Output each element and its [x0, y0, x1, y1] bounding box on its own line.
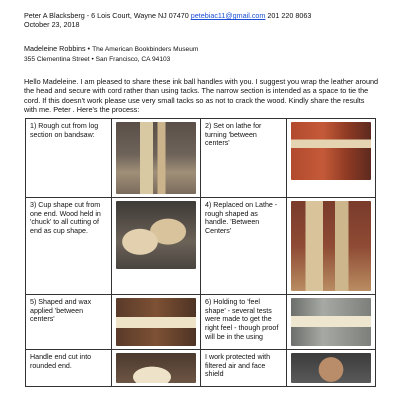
recipient-address: 355 Clementina Street • San Francisco, CA 94103	[24, 56, 171, 63]
step-8-text: I work protected with filtered air and face shield	[201, 350, 287, 387]
sender-line	[24, 11, 394, 20]
rough-handle-photo	[291, 201, 371, 291]
cup-shape-photo	[116, 201, 196, 269]
letter-date: October 23, 2018	[24, 20, 80, 29]
step-2-text: 2) Set on lathe for turning 'between centers'	[201, 119, 287, 198]
recipient-block	[24, 44, 394, 65]
sender-email-link[interactable]: petebiac11@gmail.com	[190, 11, 266, 20]
face-shield-photo	[291, 353, 371, 383]
recipient-name: Madeleine Robbins	[24, 44, 86, 53]
holding-handle-photo	[291, 298, 371, 346]
rounded-end-photo	[116, 353, 196, 383]
intro-paragraph: Hello Madeleine. I am pleased to share these ink ball handles with you. I suggest you wrap the leather around the head and secure with cord rather than using tacks. The narrow section is intended as a space to tie the cord. If this doesn't work please use very small tacks so as not to crack the wood. Kindly share the results with me. Peter . Here's the process:	[24, 77, 379, 114]
step-5-text: 5) Shaped and wax applied 'between centers'	[26, 295, 112, 350]
table-row	[26, 198, 376, 295]
process-table	[25, 118, 376, 387]
lathe-setup-photo	[291, 122, 371, 180]
step-7-text: Handle end cut into rounded end.	[26, 350, 112, 387]
step-1-text: 1) Rough cut from log section on bandsaw:	[26, 119, 112, 198]
sender-phone: 201 220 8063	[267, 11, 312, 20]
step-6-text: 6) Holding to 'feel shape' - several tests were made to get the right feel - though proof will be in the using	[201, 295, 287, 350]
waxed-handle-photo	[116, 298, 196, 346]
table-row	[26, 295, 376, 350]
recipient-org: The American Bookbinders Museum	[92, 46, 199, 53]
sender-address: Peter A Blacksberg - 6 Lois Court, Wayne NJ 07470	[24, 11, 189, 20]
rough-cut-blanks-photo	[116, 122, 196, 194]
bullet-separator: •	[87, 44, 91, 53]
table-row	[26, 350, 376, 387]
step-4-text: 4) Replaced on Lathe - rough shaped as handle. 'Between Centers'	[201, 198, 287, 295]
table-row	[26, 119, 376, 198]
step-3-text: 3) Cup shape cut from one end. Wood held in 'chuck' to all cutting of end as cup shape.	[26, 198, 112, 295]
letter-header	[24, 11, 394, 29]
